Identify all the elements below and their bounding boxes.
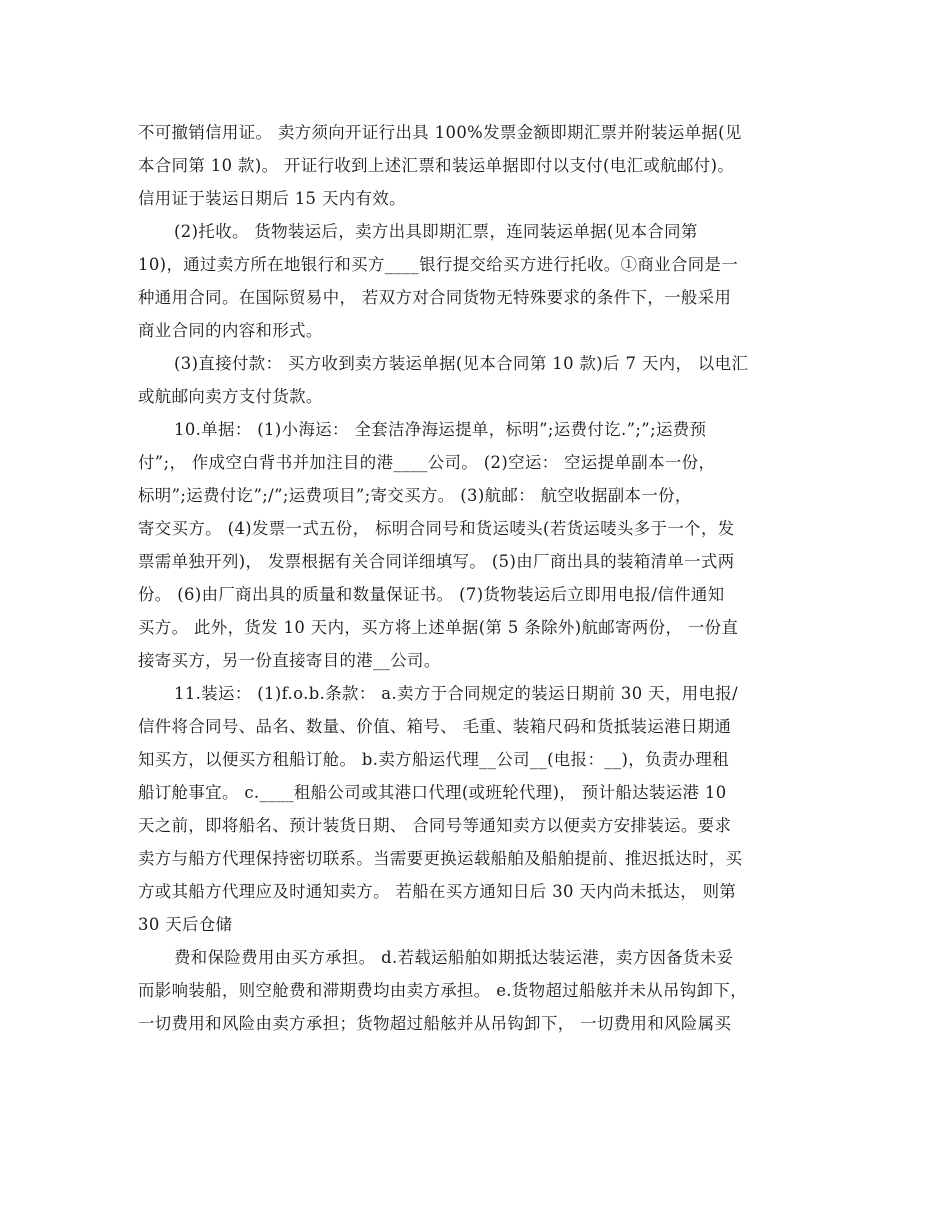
text-line: 11.装运： (1)f.o.b.条款： a.卖方于合同规定的装运日期前 30 天，用电报/: [174, 684, 739, 703]
text-line: 卖方与船方代理保持密切联系。当需要更换运载船舶及船舶提前、推迟抵达时，买: [138, 849, 743, 868]
text-line: (3)直接付款： 买方收到卖方装运单据(见本合同第 10 款)后 7 天内， 以电汇: [174, 354, 749, 373]
text-line: 一切费用和风险由卖方承担；货物超过船舷并从吊钩卸下， 一切费用和风险属买: [138, 1014, 732, 1033]
text-line: 知买方，以便买方租船订舱。 b.卖方船运代理__公司__(电报：__)，负责办理租: [138, 750, 729, 769]
paragraph-collection: [138, 215, 818, 347]
text-line: 接寄买方，另一份直接寄目的港__公司。: [138, 651, 441, 670]
text-line: 信件将合同号、品名、数量、价值、箱号、 毛重、装箱尺码和货抵装运港日期通: [138, 717, 732, 736]
text-line: 买方。 此外，货发 10 天内，买方将上述单据(第 5 条除外)航邮寄两份， 一份直: [138, 618, 739, 637]
text-line: 份。 (6)由厂商出具的质量和数量保证书。 (7)货物装运后立即用电报/信件通知: [138, 585, 725, 604]
paragraph-shipment: [138, 677, 818, 941]
text-line: 票需单独开列)， 发票根据有关合同详细填写。 (5)由厂商出具的装箱清单一式两: [138, 552, 735, 571]
text-line: 10.单据： (1)小海运： 全套洁净海运提单，标明”;运费付讫.”;”;运费预: [174, 420, 707, 439]
text-line: 而影响装船，则空舱费和滞期费均由卖方承担。 e.货物超过船舷并未从吊钩卸下，: [138, 981, 747, 1000]
text-line: 天之前，即将船名、预计装货日期、 合同号等通知卖方以便卖方安排装运。要求: [138, 816, 732, 835]
text-line: 30 天后仓储: [138, 915, 233, 934]
text-line: 不可撤销信用证。 卖方须向开证行出具 100%发票金额即期汇票并附装运单据(见: [138, 123, 742, 142]
text-line: 或航邮向卖方支付货款。: [138, 387, 323, 406]
text-line: 信用证于装运日期后 15 天内有效。: [138, 189, 406, 208]
text-line: 费和保险费用由买方承担。 d.若载运船舶如期抵达装运港，卖方因备货未妥: [174, 948, 734, 967]
text-line: 商业合同的内容和形式。: [138, 321, 323, 340]
text-line: 标明”;运费付讫”;/”;运费项目”;寄交买方。 (3)航邮： 航空收据副本一份，: [138, 486, 692, 505]
text-line: 付”;， 作成空白背书并加注目的港____公司。 (2)空运： 空运提单副本一份，: [138, 453, 716, 472]
text-line: 方或其船方代理应及时通知卖方。 若船在买方通知日后 30 天内尚未抵达， 则第: [138, 882, 737, 901]
paragraph-storage-costs: [138, 941, 818, 1040]
text-line: (2)托收。 货物装运后，卖方出具即期汇票，连同装运单据(见本合同第: [174, 222, 698, 241]
paragraph-letter-of-credit: [138, 116, 818, 215]
contract-text-body: [138, 116, 818, 1040]
paragraph-direct-payment: [138, 347, 818, 413]
text-line: 10)，通过卖方所在地银行和买方____银行提交给买方进行托收。①商业合同是一: [138, 255, 739, 274]
text-line: 种通用合同。在国际贸易中， 若双方对合同货物无特殊要求的条件下，一般采用: [138, 288, 732, 307]
paragraph-documents: [138, 413, 818, 677]
text-line: 寄交买方。 (4)发票一式五份， 标明合同号和货运唛头(若货运唛头多于一个，发: [138, 519, 735, 538]
text-line: 本合同第 10 款)。 开证行收到上述汇票和装运单据即付以支付(电汇或航邮付)。: [138, 156, 735, 175]
text-line: 船订舱事宜。 c.____租船公司或其港口代理(或班轮代理)， 预计船达装运港 10: [138, 783, 727, 802]
